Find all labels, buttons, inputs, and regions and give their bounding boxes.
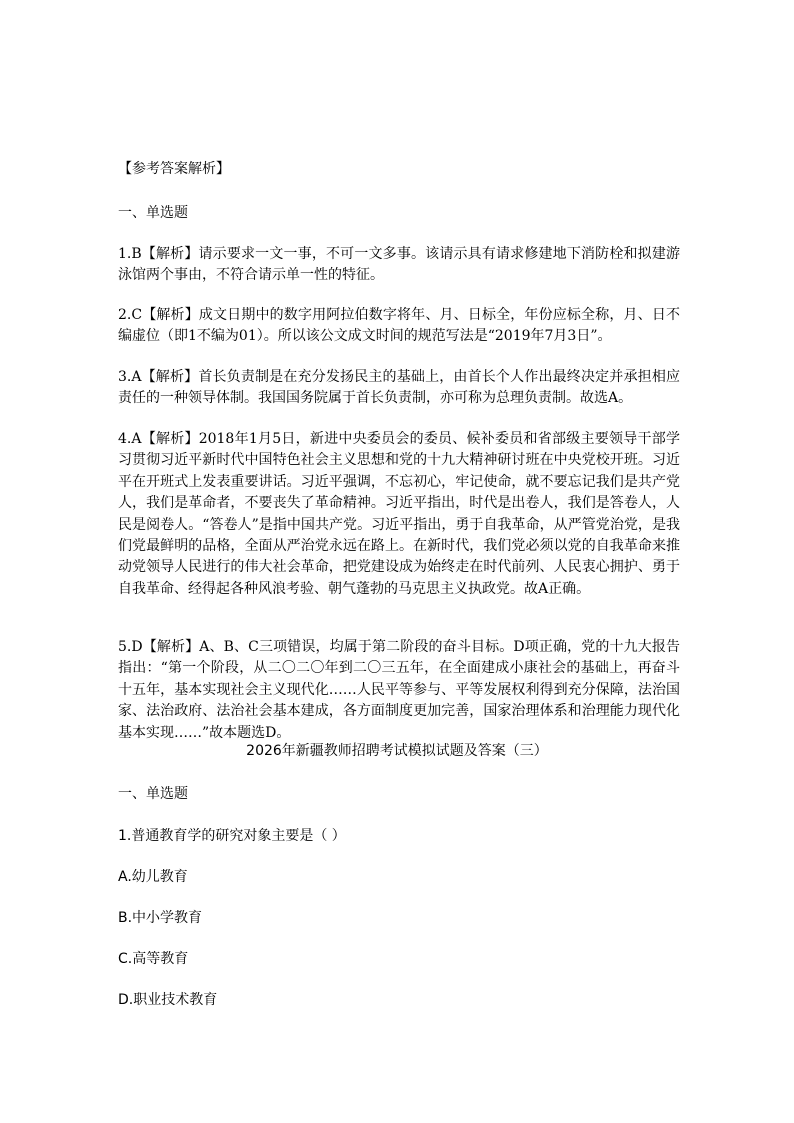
exam-title: 2026年新疆教师招聘考试模拟试题及答案（三）: [246, 743, 548, 759]
answer-item-2: 2.C【解析】成文日期中的数字用阿拉伯数字将年、月、日标全，年份应标全称，月、日不编虚位（即1不编为01）。所以该公文成文时间的规范写法是“2019年7月3日”。: [118, 307, 680, 345]
option-d: D.职业技术教育: [118, 992, 218, 1008]
answer-item-5: 5.D【解析】A、B、C三项错误，均属于第二阶段的奋斗目标。D项正确，党的十九大报告指出：“第一个阶段，从二〇二〇年到二〇三五年，在全面建成小康社会的基础上，再奋斗十五年，基本实现社会主义现代化……人民平等参与、平等发展权利得到充分保障，法治国家、法治政府、法治社会基本建成，各方面制度更加完善，国家治理体系和治理能力现代化基本实现……”故本题选D。: [118, 639, 680, 741]
option-c: C.高等教育: [118, 951, 189, 967]
question-1: 1.普通教育学的研究对象主要是（ ）: [118, 828, 346, 844]
answers-heading: 【参考答案解析】: [118, 161, 230, 177]
exam-section-title: 一、单选题: [118, 786, 188, 802]
answer-item-3: 3.A【解析】首长负责制是在充分发扬民主的基础上，由首长个人作出最终决定并承担相应责任的一种领导体制。我国国务院属于首长负责制，亦可称为总理负责制。故选A。: [118, 369, 680, 407]
answers-section-title: 一、单选题: [118, 205, 188, 221]
answer-item-1: 1.B【解析】请示要求一文一事，不可一文多事。该请示具有请求修建地下消防栓和拟建游泳馆两个事由，不符合请示单一性的特征。: [118, 246, 680, 284]
option-a: A.幼儿教育: [118, 869, 188, 885]
option-b: B.中小学教育: [118, 910, 203, 926]
answer-item-4: 4.A【解析】2018年1月5日，新进中央委员会的委员、候补委员和省部级主要领导干部学习贯彻习近平新时代中国特色社会主义思想和党的十九大精神研讨班在中央党校开班。习近平在开班式上发表重要讲话。习近平强调，不忘初心，牢记使命，就不要忘记我们是共产党人，我们是革命者，不要丧失了革命精神。习近平指出，时代是出卷人，我们是答卷人，人民是阅卷人。“答卷人”是指中国共产党。习近平指出，勇于自我革命，从严管党治党，是我们党最鲜明的品格，全面从严治党永远在路上。在新时代，我们党必须以党的自我革命来推动党领导人民进行的伟大社会革命，把党建设成为始终走在时代前列、人民衷心拥护、勇于自我革命、经得起各种风浪考验、朝气蓬勃的马克思主义执政党。故A正确。: [118, 431, 680, 597]
